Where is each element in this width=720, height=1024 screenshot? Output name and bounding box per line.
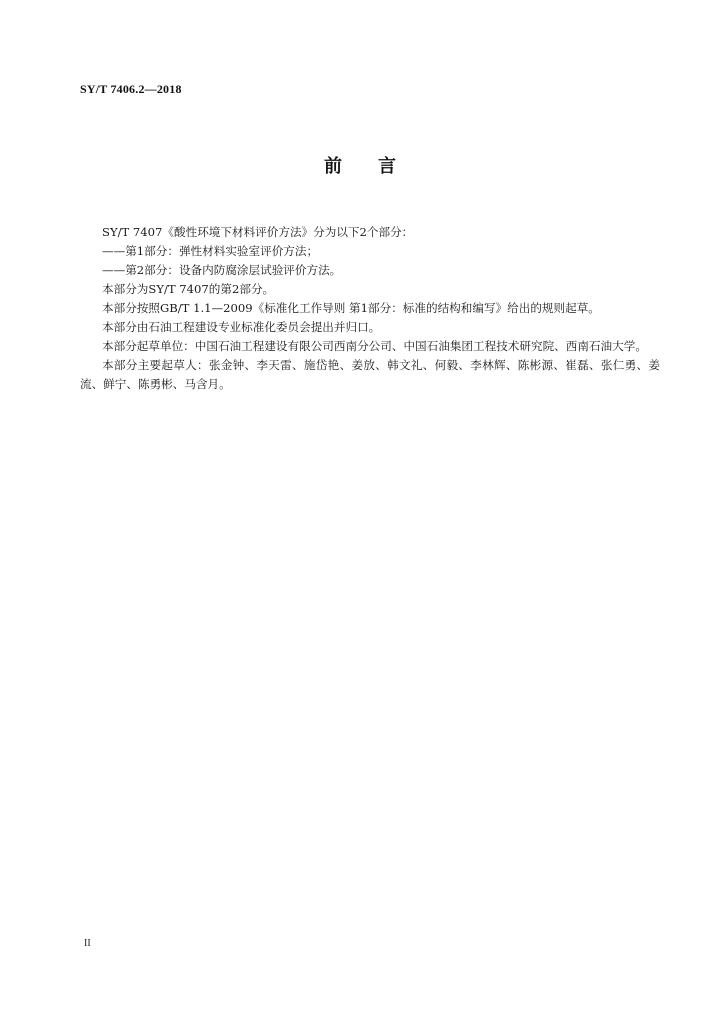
title-char-1: 前: [324, 156, 342, 177]
paragraph-drafting-units: 本部分起草单位：中国石油工程建设有限公司西南分公司、中国石油集团工程技术研究院、西南石油大学。: [102, 339, 647, 353]
paragraph-proposer: 本部分由石油工程建设专业标准化委员会提出并归口。: [102, 320, 381, 334]
paragraph-intro: SY/T 7407《酸性环境下材料评价方法》分为以下2个部分：: [102, 225, 414, 239]
standard-code-header: SY/T 7406.2—2018: [80, 82, 182, 96]
paragraph-drafters: 本部分主要起草人：张金钟、李天雷、施岱艳、姜放、韩文礼、何毅、李林辉、陈彬源、崔磊、张仁勇、姜流、鲜宁、陈勇彬、马含月。: [80, 358, 660, 391]
list-item-part-1: ——第1部分：弹性材料实验室评价方法；: [102, 244, 319, 258]
paragraph-drafting-rules: 本部分按照GB/T 1.1—2009《标准化工作导则 第1部分：标准的结构和编写》给出的规则起草。: [102, 301, 600, 315]
list-item-part-2: ——第2部分：设备内防腐涂层试验评价方法。: [102, 263, 342, 277]
title-char-2: 言: [378, 156, 396, 177]
foreword-body: [80, 223, 660, 394]
page-number: II: [84, 938, 91, 949]
page-title: [0, 152, 720, 178]
paragraph-part-statement: 本部分为SY/T 7407的第2部分。: [102, 282, 275, 296]
